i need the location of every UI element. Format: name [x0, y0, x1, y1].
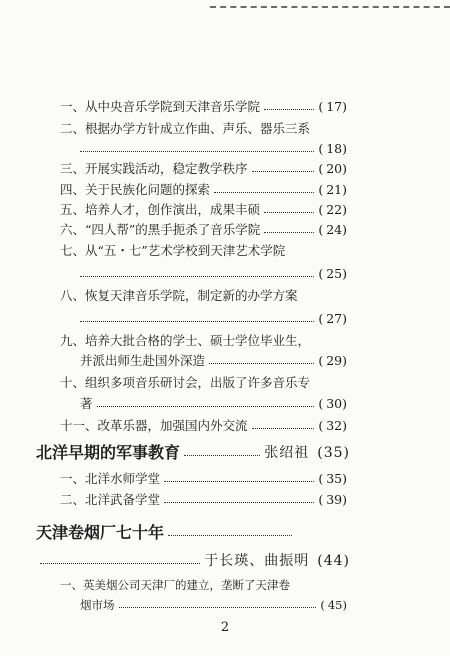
toc-entry-continuation[interactable]	[76, 263, 350, 285]
toc-entry[interactable]	[60, 179, 350, 201]
leader-dots	[80, 321, 314, 322]
toc-entry[interactable]	[60, 240, 350, 262]
toc-entry-page: (35)	[318, 471, 350, 486]
toc-entry-title: 十一、改革乐器，加强国内外交流	[60, 418, 248, 433]
toc-entry[interactable]	[60, 330, 350, 352]
toc-entry-page: (21)	[318, 182, 350, 197]
toc-entry[interactable]	[60, 96, 350, 118]
toc-entry-continuation[interactable]	[76, 308, 350, 330]
toc-entry-page: (24)	[318, 222, 350, 237]
toc-entry-title: 八、恢复天津音乐学院，制定新的办学方案	[60, 288, 298, 303]
toc-entry-title: 七、从“五・七”艺术学校到天津艺术学院	[60, 243, 286, 258]
toc-entry-page: (25)	[318, 266, 350, 281]
toc-entry-title: 一、北洋水师学堂	[60, 471, 161, 486]
leader-dots	[119, 607, 317, 608]
toc-section[interactable]	[36, 440, 350, 466]
toc-entry-title: 烟市场	[80, 598, 115, 612]
toc-entry-page: (45)	[320, 598, 350, 612]
section-author: 张绍祖	[264, 445, 310, 461]
leader-dots	[264, 109, 314, 110]
leader-dots	[97, 406, 315, 407]
toc-entry-continuation[interactable]	[80, 594, 350, 616]
toc-entry-title: 六、“四人帮”的黑手扼杀了音乐学院	[60, 222, 261, 237]
leader-dots	[164, 481, 314, 482]
toc-entry-continuation[interactable]	[80, 393, 350, 415]
leader-dots	[252, 428, 315, 429]
toc-entry-title: 并派出师生赴国外深造	[80, 353, 206, 368]
toc-entry-title: 一、英美烟公司天津厂的建立，垄断了天津卷	[60, 578, 290, 592]
toc-entry[interactable]	[60, 199, 350, 221]
toc-entry-page: (22)	[318, 202, 350, 217]
toc-entry[interactable]	[60, 574, 350, 596]
leader-dots	[209, 363, 314, 364]
toc-entry[interactable]	[60, 158, 350, 180]
toc-entry-title: 二、北洋武备学堂	[60, 492, 161, 507]
toc-entry-page: (29)	[318, 353, 350, 368]
toc-entry[interactable]	[60, 415, 350, 437]
toc-section[interactable]	[36, 520, 296, 546]
page-number: 2	[220, 620, 230, 635]
toc-entry-page: (18)	[318, 141, 350, 156]
leader-dots	[40, 563, 200, 564]
leader-dots	[214, 192, 314, 193]
leader-dots	[80, 151, 314, 152]
toc-entry-page: (30)	[318, 396, 350, 411]
toc-entry-continuation[interactable]	[76, 138, 350, 160]
leader-dots	[264, 232, 314, 233]
leader-dots	[264, 212, 314, 213]
toc-entry-continuation[interactable]	[80, 350, 350, 372]
toc-entry[interactable]	[60, 285, 350, 307]
toc-entry-title: 一、从中央音乐学院到天津音乐学院	[60, 99, 261, 114]
toc-entry-title: 九、培养大批合格的学士、硕士学位毕业生，	[60, 333, 311, 348]
toc-entry[interactable]	[60, 372, 350, 394]
section-title: 天津卷烟厂七十年	[36, 523, 165, 542]
toc-entry-page: (20)	[318, 161, 350, 176]
toc-entry[interactable]	[60, 118, 350, 140]
toc-entry[interactable]	[60, 219, 350, 241]
toc-entry-title: 著	[80, 396, 93, 411]
leader-dots	[184, 455, 260, 456]
toc-entry-title: 五、培养人才，创作演出，成果丰硕	[60, 202, 261, 217]
leader-dots	[252, 171, 315, 172]
section-page: (44)	[317, 553, 350, 569]
toc-entry-page: (32)	[318, 418, 350, 433]
toc-entry-title: 四、关于民族化问题的探索	[60, 182, 211, 197]
section-author: 于长瑛、曲振明	[204, 553, 310, 569]
toc-entry-page: (27)	[318, 311, 350, 326]
section-title: 北洋早期的军事教育	[36, 443, 181, 462]
toc-entry-page: (39)	[318, 492, 350, 507]
toc-entry-page: (17)	[318, 99, 350, 114]
toc-section-author-line[interactable]	[36, 548, 350, 574]
toc-entry-title: 十、组织多项音乐研讨会，出版了许多音乐专	[60, 375, 311, 390]
leader-dots	[168, 535, 292, 536]
toc-entry-title: 三、开展实践活动，稳定教学秩序	[60, 161, 248, 176]
leader-dots	[164, 502, 314, 503]
toc-entry-title: 二、根据办学方针成立作曲、声乐、器乐三系	[60, 121, 311, 136]
section-page: (35)	[317, 445, 350, 461]
toc-entry[interactable]	[60, 489, 350, 511]
toc-entry[interactable]	[60, 468, 350, 490]
leader-dots	[80, 276, 314, 277]
